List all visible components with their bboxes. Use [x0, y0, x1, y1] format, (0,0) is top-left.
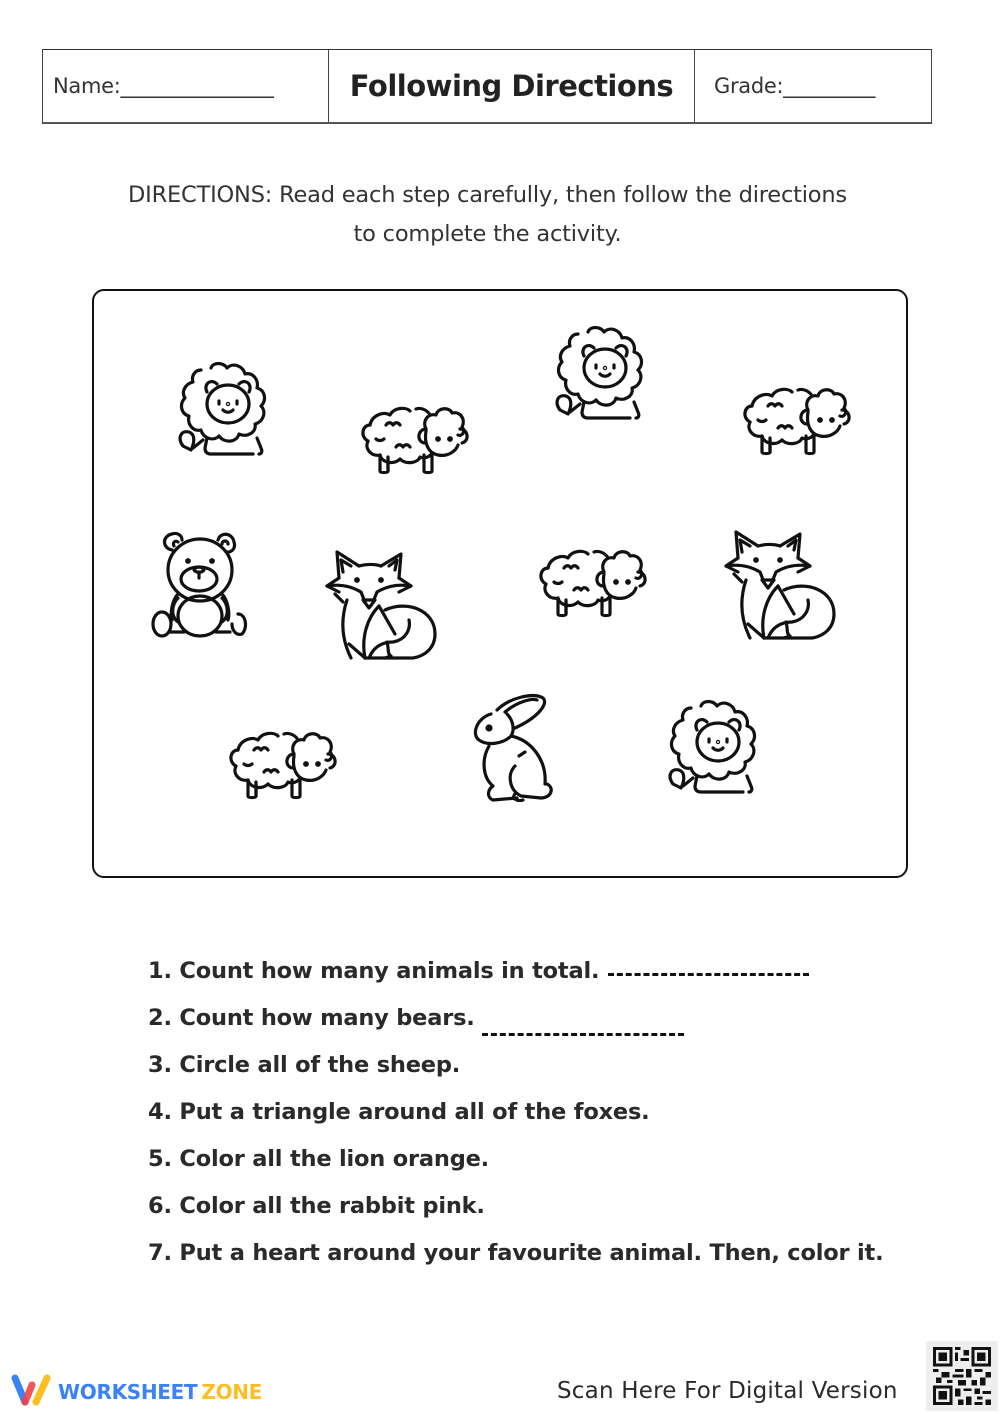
title-cell	[329, 50, 695, 122]
lion-drawing	[175, 356, 281, 466]
brand-name-primary: WORKSHEET	[58, 1380, 198, 1404]
question-text: 5. Color all the lion orange.	[148, 1146, 490, 1172]
page-title: Following Directions	[349, 69, 674, 103]
sheep-icon	[740, 376, 852, 458]
fox-icon	[724, 528, 839, 641]
qr-code-icon	[933, 1347, 991, 1405]
answer-blank[interactable]	[608, 973, 809, 976]
fox-drawing	[325, 548, 440, 661]
lion-drawing	[665, 694, 771, 804]
rabbit-drawing	[467, 690, 572, 802]
question-text: 3. Circle all of the sheep.	[148, 1052, 461, 1078]
lion-icon	[665, 694, 771, 804]
lion-icon	[175, 356, 281, 466]
fox-drawing	[724, 528, 839, 641]
question-text: 4. Put a triangle around all of the foxes.	[148, 1099, 650, 1125]
sheep-icon	[536, 538, 648, 620]
rabbit-icon	[467, 690, 572, 802]
worksheetzone-logo[interactable]	[10, 1375, 262, 1409]
question-item	[148, 1005, 928, 1052]
question-item	[148, 1099, 928, 1146]
question-item	[148, 1146, 928, 1193]
question-text: 1. Count how many animals in total.	[148, 958, 600, 984]
bear-icon	[150, 530, 250, 642]
grade-label: Grade:_________	[714, 74, 876, 98]
sheep-drawing	[536, 538, 648, 620]
directions-text: DIRECTIONS: Read each step carefully, then follow the directions to complete the activity.	[128, 182, 847, 247]
question-text: 6. Color all the rabbit pink.	[148, 1193, 485, 1219]
answer-blank[interactable]	[482, 1033, 684, 1036]
bear-drawing	[150, 530, 250, 642]
lion-drawing	[552, 320, 658, 430]
question-list	[148, 958, 928, 1287]
worksheet-header	[42, 49, 932, 124]
sheep-icon	[226, 720, 338, 802]
question-item	[148, 958, 928, 1005]
name-label: Name:_______________	[53, 74, 274, 98]
name-field[interactable]	[43, 50, 329, 122]
qr-code[interactable]	[926, 1341, 998, 1411]
worksheetzone-logo-icon	[10, 1373, 52, 1411]
question-item	[148, 1052, 928, 1099]
question-item	[148, 1240, 928, 1287]
sheep-icon	[358, 395, 470, 477]
fox-icon	[325, 548, 440, 661]
lion-icon	[552, 320, 658, 430]
scan-instruction: Scan Here For Digital Version	[557, 1378, 898, 1404]
question-text: 2. Count how many bears.	[148, 1005, 475, 1031]
sheep-drawing	[358, 395, 470, 477]
brand-name-secondary: ZONE	[201, 1380, 263, 1404]
question-item	[148, 1193, 928, 1240]
question-text: 7. Put a heart around your favourite animal. Then, color it.	[148, 1240, 884, 1266]
sheep-drawing	[226, 720, 338, 802]
sheep-drawing	[740, 376, 852, 458]
grade-field[interactable]	[695, 50, 931, 122]
